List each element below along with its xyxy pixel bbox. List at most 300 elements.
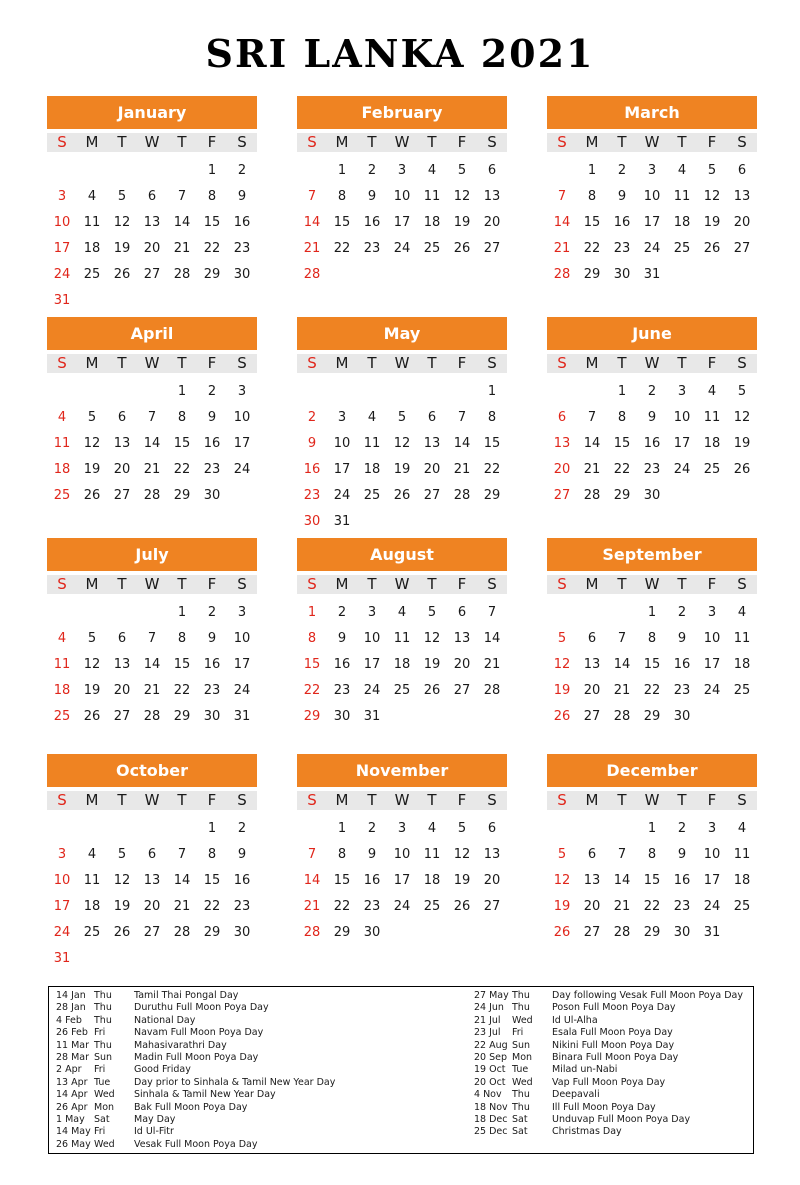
day-cell: 21: [613, 899, 631, 914]
weekday-label: F: [707, 133, 717, 151]
holiday-name: Esala Full Moon Poya Day: [552, 1027, 673, 1039]
day-cell: 25: [703, 462, 721, 477]
weekday-label: T: [177, 354, 187, 372]
weekday-label: W: [394, 575, 410, 593]
empty-day-cell: [577, 600, 607, 626]
day-cell: 4: [737, 605, 747, 620]
day-cell: 8: [617, 410, 627, 425]
weekday-label: S: [737, 133, 747, 151]
holiday-weekday: Mon: [94, 1101, 115, 1113]
day-grid: [297, 816, 507, 946]
day-cell: 21: [583, 462, 601, 477]
holiday-name: Day prior to Sinhala & Tamil New Year Day: [134, 1076, 336, 1088]
month-february: [297, 96, 507, 288]
day-cell: 9: [367, 189, 377, 204]
holiday-date: 22 Aug: [474, 1039, 508, 1051]
day-cell: 12: [553, 873, 571, 888]
weekday-label: S: [557, 791, 567, 809]
empty-day-cell: [167, 816, 197, 842]
day-cell: 3: [397, 163, 407, 178]
day-cell: 22: [613, 462, 631, 477]
day-cell: 5: [87, 631, 97, 646]
holiday-date: 19 Oct: [474, 1064, 506, 1076]
weekday-label: F: [207, 575, 217, 593]
weekday-label: S: [737, 791, 747, 809]
day-cell: 10: [53, 873, 71, 888]
day-cell: 14: [173, 215, 191, 230]
day-cell: 16: [203, 657, 221, 672]
day-cell: 28: [303, 925, 321, 940]
day-cell: 19: [453, 215, 471, 230]
day-cell: 24: [393, 241, 411, 256]
month-header: October: [47, 754, 257, 787]
holiday-date: 25 Dec: [474, 1126, 508, 1138]
weekday-label: W: [644, 575, 660, 593]
holiday-name: Navam Full Moon Poya Day: [134, 1027, 264, 1039]
day-cell: 6: [147, 847, 157, 862]
holiday-weekday: Mon: [512, 1051, 533, 1063]
day-cell: 8: [647, 631, 657, 646]
day-cell: 10: [363, 631, 381, 646]
holiday-weekday: Thu: [94, 990, 112, 1001]
day-cell: 11: [83, 873, 101, 888]
holiday-name: Ill Full Moon Poya Day: [552, 1101, 656, 1113]
weekday-header-row: [547, 575, 757, 594]
day-cell: 16: [673, 873, 691, 888]
holiday-name: Good Friday: [134, 1064, 191, 1076]
day-cell: 10: [333, 436, 351, 451]
weekday-label: S: [57, 791, 67, 809]
day-cell: 6: [147, 189, 157, 204]
day-cell: 8: [337, 189, 347, 204]
weekday-header-row: [47, 354, 257, 373]
month-header: February: [297, 96, 507, 129]
weekday-label: W: [644, 791, 660, 809]
weekday-header-row: [47, 133, 257, 152]
empty-day-cell: [547, 379, 577, 405]
holiday-row: [474, 1002, 754, 1014]
holiday-name: Vesak Full Moon Poya Day: [134, 1138, 258, 1150]
day-cell: 5: [707, 163, 717, 178]
day-cell: 10: [233, 410, 251, 425]
month-header: September: [547, 538, 757, 571]
day-cell: 12: [113, 215, 131, 230]
day-cell: 21: [143, 462, 161, 477]
day-cell: 11: [393, 631, 411, 646]
empty-day-cell: [577, 816, 607, 842]
weekday-label: M: [335, 575, 349, 593]
day-cell: 28: [303, 267, 321, 282]
day-cell: 6: [117, 631, 127, 646]
holiday-date: 23 Jul: [474, 1027, 501, 1039]
holiday-weekday: Sun: [512, 1039, 531, 1051]
weekday-label: T: [617, 791, 627, 809]
holiday-weekday: Thu: [512, 1089, 530, 1101]
page-title: SRI LANKA 2021: [205, 31, 595, 76]
holiday-date: 2 Apr: [56, 1064, 82, 1076]
day-grid: [297, 158, 507, 288]
weekday-label: S: [307, 791, 317, 809]
holiday-name: May Day: [134, 1113, 176, 1125]
day-cell: 10: [703, 631, 721, 646]
month-august: [297, 538, 507, 730]
month-december: [547, 754, 757, 946]
day-cell: 22: [173, 462, 191, 477]
day-cell: 7: [487, 605, 497, 620]
month-october: [47, 754, 257, 972]
day-cell: 3: [367, 605, 377, 620]
empty-day-cell: [137, 600, 167, 626]
day-cell: 15: [203, 215, 221, 230]
holiday-name: Id Ul-Fitr: [134, 1126, 174, 1138]
holiday-name: Duruthu Full Moon Poya Day: [134, 1002, 269, 1014]
day-cell: 16: [613, 215, 631, 230]
day-cell: 21: [173, 899, 191, 914]
day-cell: 29: [173, 709, 191, 724]
weekday-label: M: [85, 575, 99, 593]
weekday-label: S: [487, 791, 497, 809]
day-cell: 28: [173, 267, 191, 282]
empty-day-cell: [387, 379, 417, 405]
holiday-name: Sinhala & Tamil New Year Day: [134, 1089, 276, 1101]
day-cell: 22: [643, 899, 661, 914]
day-cell: 31: [333, 514, 351, 529]
day-cell: 2: [367, 163, 377, 178]
day-cell: 2: [307, 410, 317, 425]
day-cell: 5: [557, 631, 567, 646]
holiday-date: 11 Mar: [56, 1039, 90, 1051]
day-cell: 17: [673, 436, 691, 451]
weekday-label: T: [677, 575, 687, 593]
holiday-row: [56, 1002, 376, 1014]
holiday-date: 20 Oct: [474, 1076, 506, 1088]
day-cell: 30: [303, 514, 321, 529]
day-cell: 20: [143, 899, 161, 914]
day-cell: 27: [733, 241, 751, 256]
empty-day-cell: [607, 816, 637, 842]
day-cell: 18: [83, 241, 101, 256]
day-cell: 9: [337, 631, 347, 646]
day-cell: 10: [643, 189, 661, 204]
empty-day-cell: [77, 600, 107, 626]
day-cell: 19: [113, 899, 131, 914]
day-cell: 8: [487, 410, 497, 425]
day-cell: 19: [393, 462, 411, 477]
holiday-weekday: Fri: [94, 1027, 106, 1039]
day-cell: 16: [233, 215, 251, 230]
holiday-date: 14 May: [56, 1126, 91, 1138]
empty-day-cell: [77, 816, 107, 842]
day-cell: 25: [423, 241, 441, 256]
day-cell: 6: [487, 821, 497, 836]
holiday-name: Madin Full Moon Poya Day: [134, 1051, 259, 1063]
holiday-date: 26 Feb: [56, 1027, 88, 1039]
month-may: [297, 317, 507, 535]
day-cell: 5: [117, 847, 127, 862]
holiday-weekday: Fri: [512, 1027, 524, 1039]
day-cell: 27: [143, 267, 161, 282]
day-cell: 15: [583, 215, 601, 230]
day-cell: 4: [737, 821, 747, 836]
weekday-label: W: [144, 133, 160, 151]
day-cell: 11: [733, 631, 751, 646]
day-cell: 7: [457, 410, 467, 425]
day-cell: 19: [423, 657, 441, 672]
day-cell: 18: [423, 215, 441, 230]
weekday-header-row: [47, 575, 257, 594]
weekday-label: T: [177, 575, 187, 593]
holiday-date: 4 Nov: [474, 1089, 502, 1101]
empty-day-cell: [577, 379, 607, 405]
day-cell: 8: [647, 847, 657, 862]
day-cell: 7: [147, 631, 157, 646]
day-cell: 11: [363, 436, 381, 451]
day-cell: 26: [423, 683, 441, 698]
weekday-label: S: [487, 575, 497, 593]
day-cell: 14: [143, 657, 161, 672]
day-cell: 1: [647, 821, 657, 836]
day-cell: 25: [393, 683, 411, 698]
day-cell: 8: [177, 631, 187, 646]
day-cell: 13: [483, 189, 501, 204]
day-cell: 9: [307, 436, 317, 451]
holiday-date: 24 Jun: [474, 1002, 504, 1014]
holiday-row: [474, 990, 754, 1002]
month-header: May: [297, 317, 507, 350]
day-cell: 23: [233, 899, 251, 914]
day-cell: 12: [423, 631, 441, 646]
day-cell: 25: [83, 267, 101, 282]
day-cell: 16: [673, 657, 691, 672]
day-cell: 21: [613, 683, 631, 698]
day-cell: 17: [363, 657, 381, 672]
day-cell: 23: [203, 683, 221, 698]
day-cell: 28: [553, 267, 571, 282]
weekday-label: F: [457, 354, 467, 372]
day-cell: 17: [233, 657, 251, 672]
day-cell: 26: [113, 925, 131, 940]
weekday-label: M: [585, 791, 599, 809]
day-cell: 22: [583, 241, 601, 256]
day-cell: 1: [587, 163, 597, 178]
day-cell: 20: [583, 683, 601, 698]
weekday-label: M: [85, 133, 99, 151]
weekday-header-row: [547, 133, 757, 152]
day-cell: 15: [203, 873, 221, 888]
holiday-row: [56, 1077, 376, 1089]
day-cell: 11: [423, 189, 441, 204]
holiday-row: [56, 1015, 376, 1027]
day-cell: 5: [117, 189, 127, 204]
empty-day-cell: [107, 379, 137, 405]
day-cell: 13: [113, 657, 131, 672]
day-cell: 17: [233, 436, 251, 451]
day-grid: [547, 816, 757, 946]
holiday-weekday: Thu: [94, 1002, 112, 1014]
empty-day-cell: [107, 816, 137, 842]
day-cell: 18: [733, 873, 751, 888]
day-cell: 12: [453, 847, 471, 862]
day-cell: 28: [143, 709, 161, 724]
day-cell: 4: [57, 631, 67, 646]
holiday-name: Vap Full Moon Poya Day: [552, 1076, 666, 1088]
day-cell: 26: [553, 925, 571, 940]
day-cell: 14: [303, 215, 321, 230]
weekday-label: F: [457, 791, 467, 809]
day-cell: 12: [83, 657, 101, 672]
holiday-weekday: Tue: [512, 1064, 529, 1076]
day-cell: 27: [483, 241, 501, 256]
day-cell: 31: [53, 293, 71, 308]
day-cell: 4: [707, 384, 717, 399]
day-cell: 25: [423, 899, 441, 914]
day-cell: 25: [673, 241, 691, 256]
day-cell: 2: [617, 163, 627, 178]
day-cell: 1: [647, 605, 657, 620]
day-cell: 19: [703, 215, 721, 230]
day-cell: 27: [583, 709, 601, 724]
month-june: [547, 317, 757, 509]
holiday-name: Milad un-Nabi: [552, 1064, 618, 1076]
day-cell: 13: [143, 873, 161, 888]
day-cell: 21: [553, 241, 571, 256]
month-january: [47, 96, 257, 314]
day-cell: 6: [427, 410, 437, 425]
empty-day-cell: [47, 816, 77, 842]
weekday-label: F: [207, 354, 217, 372]
day-cell: 19: [553, 899, 571, 914]
day-cell: 20: [553, 462, 571, 477]
day-cell: 24: [233, 462, 251, 477]
day-cell: 6: [587, 847, 597, 862]
month-july: [47, 538, 257, 730]
day-cell: 3: [237, 605, 247, 620]
day-cell: 19: [733, 436, 751, 451]
holiday-row: [474, 1077, 754, 1089]
day-cell: 29: [303, 709, 321, 724]
holiday-weekday: Sat: [94, 1113, 110, 1125]
day-cell: 28: [143, 488, 161, 503]
day-cell: 7: [617, 847, 627, 862]
holiday-weekday: Tue: [94, 1076, 111, 1088]
holiday-weekday: Thu: [512, 1002, 530, 1014]
day-cell: 11: [733, 847, 751, 862]
day-cell: 27: [143, 925, 161, 940]
day-cell: 26: [453, 899, 471, 914]
day-cell: 27: [113, 709, 131, 724]
day-cell: 16: [233, 873, 251, 888]
holiday-weekday: Thu: [94, 1014, 112, 1026]
day-cell: 6: [737, 163, 747, 178]
day-cell: 28: [613, 925, 631, 940]
weekday-label: S: [237, 354, 247, 372]
day-cell: 9: [237, 847, 247, 862]
day-cell: 24: [703, 683, 721, 698]
weekday-label: S: [487, 354, 497, 372]
day-cell: 1: [337, 821, 347, 836]
holiday-row: [474, 1064, 754, 1076]
day-cell: 6: [487, 163, 497, 178]
day-cell: 9: [237, 189, 247, 204]
day-cell: 14: [303, 873, 321, 888]
weekday-label: T: [427, 575, 437, 593]
holiday-weekday: Wed: [94, 1089, 115, 1101]
weekday-label: T: [617, 575, 627, 593]
weekday-label: S: [557, 354, 567, 372]
weekday-label: M: [585, 575, 599, 593]
day-cell: 1: [177, 605, 187, 620]
day-cell: 26: [733, 462, 751, 477]
day-cell: 31: [363, 709, 381, 724]
day-cell: 19: [453, 873, 471, 888]
day-cell: 30: [233, 925, 251, 940]
day-cell: 28: [173, 925, 191, 940]
day-cell: 15: [613, 436, 631, 451]
day-cell: 2: [367, 821, 377, 836]
day-cell: 16: [333, 657, 351, 672]
day-cell: 12: [83, 436, 101, 451]
weekday-label: S: [487, 133, 497, 151]
day-grid: [297, 379, 507, 535]
day-cell: 27: [583, 925, 601, 940]
day-grid: [547, 379, 757, 509]
day-cell: 17: [393, 215, 411, 230]
day-cell: 7: [177, 189, 187, 204]
day-cell: 25: [733, 899, 751, 914]
day-cell: 9: [647, 410, 657, 425]
holiday-date: 28 Jan: [56, 1002, 86, 1014]
day-cell: 29: [583, 267, 601, 282]
holiday-name: Id Ul-Alha: [552, 1014, 598, 1026]
day-cell: 29: [643, 925, 661, 940]
day-cell: 19: [83, 462, 101, 477]
month-april: [47, 317, 257, 509]
holiday-name: Mahasivarathri Day: [134, 1039, 227, 1051]
holiday-weekday: Fri: [94, 1126, 106, 1138]
weekday-label: T: [677, 133, 687, 151]
day-cell: 23: [203, 462, 221, 477]
holiday-date: 21 Jul: [474, 1014, 501, 1026]
day-cell: 27: [423, 488, 441, 503]
weekday-label: F: [707, 791, 717, 809]
day-cell: 15: [333, 215, 351, 230]
day-cell: 13: [453, 631, 471, 646]
day-cell: 12: [453, 189, 471, 204]
day-cell: 19: [553, 683, 571, 698]
holiday-list: [48, 986, 754, 1154]
weekday-label: T: [427, 354, 437, 372]
day-cell: 3: [237, 384, 247, 399]
day-cell: 2: [337, 605, 347, 620]
weekday-label: T: [117, 354, 127, 372]
day-cell: 22: [203, 241, 221, 256]
day-cell: 20: [113, 683, 131, 698]
weekday-label: F: [457, 575, 467, 593]
month-header: January: [47, 96, 257, 129]
day-cell: 10: [393, 189, 411, 204]
weekday-label: T: [617, 133, 627, 151]
weekday-label: W: [394, 791, 410, 809]
day-grid: [547, 158, 757, 288]
day-grid: [47, 158, 257, 314]
day-cell: 7: [307, 847, 317, 862]
day-cell: 10: [703, 847, 721, 862]
holiday-row: [474, 1052, 754, 1064]
weekday-label: T: [117, 575, 127, 593]
empty-day-cell: [107, 600, 137, 626]
day-cell: 31: [233, 709, 251, 724]
weekday-label: T: [677, 354, 687, 372]
